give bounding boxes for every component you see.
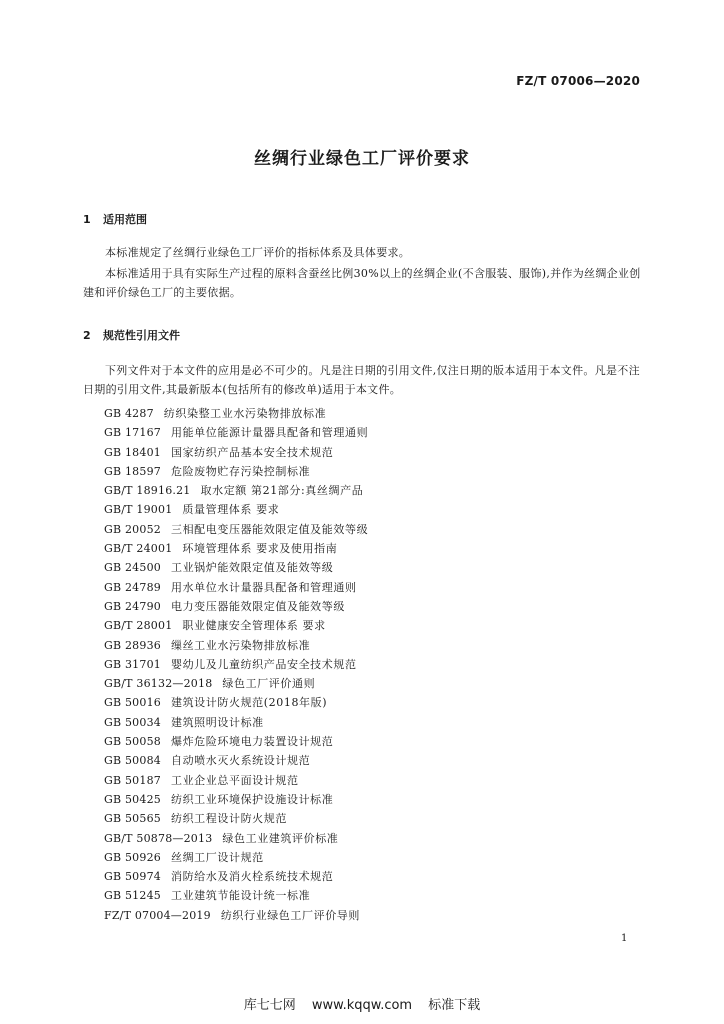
reference-item: [104, 693, 368, 712]
reference-title: 危险废物贮存污染控制标准: [170, 464, 311, 478]
reference-item: [104, 500, 368, 519]
reference-code: GB/T 28001: [104, 619, 173, 633]
reference-title: 爆炸危险环境电力装置设计规范: [170, 735, 334, 749]
reference-code: GB/T 50878—2013: [104, 831, 213, 845]
reference-item: [104, 790, 368, 809]
reference-item: [104, 906, 368, 925]
reference-item: [104, 636, 368, 655]
standard-code: FZ/T 07006—2020: [516, 74, 640, 88]
reference-title: 国家纺织产品基本安全技术规范: [170, 445, 334, 459]
reference-item: [104, 558, 368, 577]
reference-item: [104, 674, 368, 693]
reference-title: 质量管理体系 要求: [182, 503, 280, 517]
reference-item: [104, 848, 368, 867]
footer-watermark: [0, 994, 724, 1013]
reference-title: 丝绸工厂设计规范: [170, 850, 264, 864]
reference-title: 工业企业总平面设计规范: [170, 773, 299, 787]
reference-title: 绿色工厂评价通则: [222, 677, 316, 691]
reference-title: 职业健康安全管理体系 要求: [182, 619, 326, 633]
reference-item: [104, 481, 368, 500]
reference-item: [104, 616, 368, 635]
page-number: 1: [621, 933, 628, 944]
section-2-heading: [83, 327, 180, 343]
reference-code: GB 50034: [104, 715, 161, 729]
section-2-intro: 下列文件对于本文件的应用是必不可少的。凡是注日期的引用文件,仅注日期的版本适用于本文件。凡是不注日期的引用文件,其最新版本(包括所有的修改单)适用于本文件。: [83, 364, 640, 396]
reference-list: [104, 404, 368, 925]
reference-title: 环境管理体系 要求及使用指南: [182, 542, 338, 556]
reference-item: [104, 443, 368, 462]
reference-item: [104, 520, 368, 539]
reference-code: GB 20052: [104, 522, 161, 536]
reference-item: [104, 423, 368, 442]
reference-title: 用水单位水计量器具配备和管理通则: [170, 580, 357, 594]
reference-title: 用能单位能源计量器具配备和管理通则: [170, 426, 369, 440]
reference-title: 工业锅炉能效限定值及能效等级: [170, 561, 334, 575]
reference-code: GB 18401: [104, 445, 161, 459]
reference-code: GB 24789: [104, 580, 161, 594]
reference-code: GB 50565: [104, 812, 161, 826]
reference-title: 建筑设计防火规范(2018年版): [170, 696, 328, 710]
reference-code: GB 18597: [104, 464, 161, 478]
reference-title: 消防给水及消火栓系统技术规范: [170, 870, 334, 884]
reference-code: GB 24790: [104, 599, 161, 613]
section-1-title: 适用范围: [103, 213, 147, 226]
reference-code: GB/T 19001: [104, 503, 173, 517]
reference-code: GB 50926: [104, 850, 161, 864]
reference-item: [104, 404, 368, 423]
reference-code: GB/T 24001: [104, 542, 173, 556]
reference-item: [104, 809, 368, 828]
reference-item: [104, 732, 368, 751]
reference-title: 纺织行业绿色工厂评价导则: [220, 908, 361, 922]
section-1-paragraph-2: 本标准适用于具有实际生产过程的原料含蚕丝比例30%以上的丝绸企业(不含服装、服饰),并作为丝绸企业创建和评价绿色工厂的主要依据。: [83, 267, 641, 299]
reference-code: GB 31701: [104, 657, 161, 671]
reference-code: GB 50058: [104, 735, 161, 749]
document-title: 丝绸行业绿色工厂评价要求: [254, 149, 470, 169]
section-1-number: 1: [83, 213, 91, 226]
reference-code: GB 50187: [104, 773, 161, 787]
reference-code: GB 24500: [104, 561, 161, 575]
reference-item: [104, 886, 368, 905]
section-1-heading: [83, 211, 147, 227]
reference-item: [104, 829, 368, 848]
reference-title: 三相配电变压器能效限定值及能效等级: [170, 522, 369, 536]
reference-item: [104, 771, 368, 790]
reference-title: 自动喷水灭火系统设计规范: [170, 754, 311, 768]
reference-code: GB 50016: [104, 696, 161, 710]
reference-code: GB 4287: [104, 407, 154, 420]
reference-title: 工业建筑节能设计统一标准: [170, 889, 311, 903]
reference-title: 绿色工业建筑评价标准: [222, 831, 339, 845]
reference-title: 缫丝工业水污染物排放标准: [170, 638, 311, 652]
footer-site-name: 库七七网: [243, 998, 296, 1013]
reference-item: [104, 462, 368, 481]
reference-title: 婴幼儿及儿童纺织产品安全技术规范: [170, 657, 357, 671]
reference-code: GB/T 18916.21: [104, 484, 191, 498]
reference-item: [104, 539, 368, 558]
reference-item: [104, 713, 368, 732]
reference-title: 建筑照明设计标准: [170, 715, 264, 729]
reference-code: GB 51245: [104, 889, 161, 903]
reference-item: [104, 578, 368, 597]
reference-code: GB 50974: [104, 870, 161, 884]
reference-item: [104, 597, 368, 616]
footer-url[interactable]: www.kqqw.com: [311, 998, 413, 1013]
section-2-number: 2: [83, 329, 91, 342]
reference-code: GB/T 36132—2018: [104, 677, 213, 691]
reference-item: [104, 867, 368, 886]
reference-item: [104, 655, 368, 674]
reference-code: GB 50425: [104, 792, 161, 806]
reference-code: GB 28936: [104, 638, 161, 652]
reference-code: GB 17167: [104, 426, 161, 440]
footer-tagline: 标准下载: [428, 998, 481, 1013]
section-2-title: 规范性引用文件: [103, 329, 180, 342]
reference-item: [104, 751, 368, 770]
section-1-paragraph-1: 本标准规定了丝绸行业绿色工厂评价的指标体系及具体要求。: [105, 246, 411, 259]
reference-title: 取水定额 第21部分:真丝绸产品: [200, 484, 364, 498]
reference-title: 纺织染整工业水污染物排放标准: [163, 407, 327, 420]
reference-title: 纺织工业环境保护设施设计标准: [170, 792, 334, 806]
reference-title: 电力变压器能效限定值及能效等级: [170, 599, 345, 613]
reference-title: 纺织工程设计防火规范: [170, 812, 287, 826]
reference-code: GB 50084: [104, 754, 161, 768]
reference-code: FZ/T 07004—2019: [104, 908, 211, 922]
